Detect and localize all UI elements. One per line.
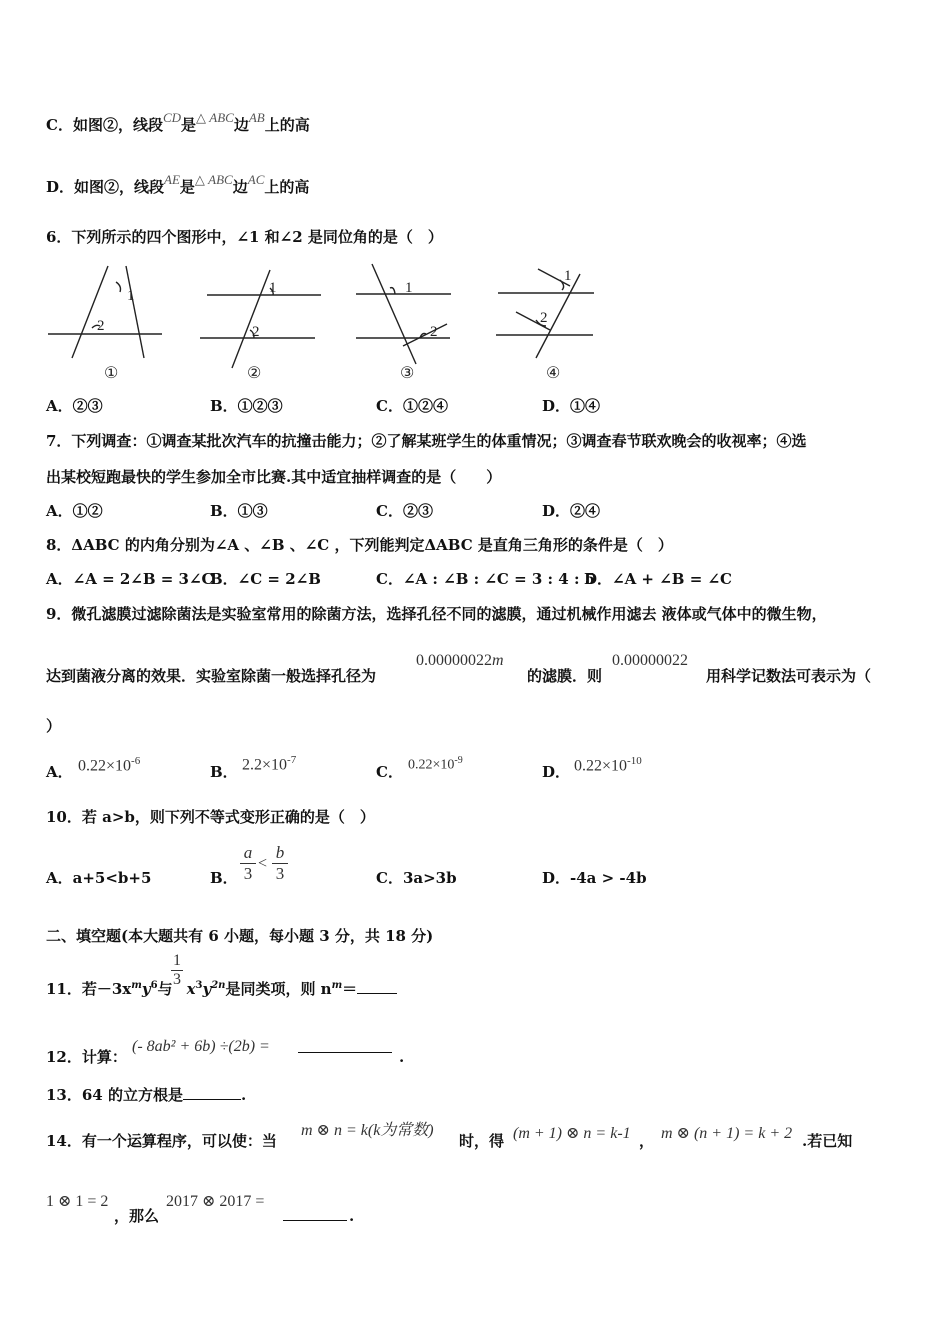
q9-pore-size: 0.00000022m [416, 652, 504, 669]
q14-period: . [349, 1207, 355, 1225]
q9-option-b-letter: B． [210, 763, 238, 781]
q9-option-d-expr: $0.22\times 10^{-10}$ [574, 755, 642, 775]
fig3-angle-2-label: 2 [430, 324, 438, 340]
fig4-angle-2-label: 2 [540, 310, 548, 326]
q9-stem-line1: 9．微孔滤膜过滤除菌法是实验室常用的除菌方法，选择孔径不同的滤膜，通过机械作用滤去 液体或气体中的微生物， [46, 605, 827, 623]
q13-stem: 13．64 的立方根是 . [46, 1086, 247, 1104]
q5-option-d: D．如图②，线段AE是△ ABC边AC上的高 [46, 172, 310, 196]
q10-option-b-less-than: < [258, 855, 268, 872]
q14-mid: 时，得 [459, 1132, 505, 1150]
q14-rule-2: m ⊗ (n + 1) = k + 2 [661, 1125, 793, 1142]
q12-answer-blank[interactable] [298, 1052, 392, 1053]
q12-expression: (- 8ab² + 6b) ÷(2b) = [132, 1038, 270, 1055]
q10-option-a[interactable]: A．a+5<b+5 [46, 869, 152, 887]
q7-stem-line2: 出某校短跑最快的学生参加全市比赛.其中适宜抽样调查的是（ ） [46, 468, 502, 486]
q8-stem: 8．ΔABC 的内角分别为∠A 、∠B 、∠C ，下列能判定ΔABC 是直角三角形的条件是（ ） [46, 536, 673, 554]
q6-option-d[interactable]: D．①④ [542, 397, 601, 415]
q10-stem: 10．若 a>b，则下列不等式变形正确的是（ ） [46, 808, 375, 826]
fig2-caption: ② [247, 365, 262, 382]
q14-definition: m ⊗ n = k(k为常数) [301, 1122, 434, 1139]
q8-option-b[interactable]: B．∠C = 2∠B [210, 570, 321, 588]
fig4-angle-1-label: 1 [564, 268, 572, 284]
q8-option-a[interactable]: A．∠A = 2∠B = 3∠C [46, 570, 214, 588]
q14-suffix: .若已知 [802, 1132, 853, 1150]
q14-answer-blank[interactable] [283, 1220, 347, 1221]
q9-value: 0.00000022 [612, 652, 688, 669]
q7-option-a[interactable]: A．①② [46, 502, 103, 520]
q14-rule-1: (m + 1) ⊗ n = k-1 [513, 1125, 631, 1142]
fig4-caption: ④ [546, 365, 561, 382]
q6-option-c[interactable]: C．①②④ [376, 397, 448, 415]
q7-option-b[interactable]: B．①③ [210, 502, 268, 520]
q14-then: ，那么 [114, 1207, 160, 1225]
q12-period: . [399, 1048, 405, 1066]
section-2-heading: 二、填空题(本大题共有 6 小题，每小题 3 分，共 18 分) [46, 927, 434, 945]
q6-option-a[interactable]: A．②③ [46, 397, 103, 415]
q10-option-d[interactable]: D．-4a > -4b [542, 869, 647, 887]
q14-prefix: 14．有一个运算程序，可以使：当 [46, 1132, 277, 1150]
q9-option-a-letter: A． [46, 763, 73, 781]
fig1-angle-1-label: 1 [127, 288, 135, 304]
q9-option-c-letter: C． [376, 763, 403, 781]
q14-given: 1 ⊗ 1 = 2 [46, 1193, 109, 1210]
q14-ask: 2017 ⊗ 2017 = [166, 1193, 265, 1210]
fig2-angle-1-label: 1 [269, 280, 277, 296]
q10-option-b-letter[interactable]: B． [210, 869, 238, 887]
fig1-angle-2-label: 2 [97, 318, 105, 334]
q9-option-d-letter: D． [542, 763, 571, 781]
q7-option-c[interactable]: C．②③ [376, 502, 433, 520]
q9-option-a-expr: $0.22\times 10^{-6}$ [78, 755, 141, 775]
q6-option-b[interactable]: B．①②③ [210, 397, 283, 415]
q6-figures [40, 258, 640, 386]
q5-option-c: C．如图②，线段CD是△ ABC边AB上的高 [46, 110, 310, 134]
q14-comma: ， [639, 1132, 655, 1150]
q9-stem-line2c: 用科学记数法可表示为（ [706, 667, 872, 685]
q9-stem-line2a: 达到菌液分离的效果．实验室除菌一般选择孔径为 [46, 667, 377, 685]
q7-stem-line1: 7．下列调查：①调查某批次汽车的抗撞击能力；②了解某班学生的体重情况；③调查春节联欢晚会的收视率；④选 [46, 432, 807, 450]
q11-fraction-one-third: $\frac{1}{3}$ [173, 952, 181, 988]
fig3-caption: ③ [400, 365, 415, 382]
q9-stem-line2b: 的滤膜．则 [527, 667, 603, 685]
q11-stem: 11．若$-3x^my^6$与 $x^3y^{2n}$是同类项，则 $n^m=$ [46, 976, 397, 999]
q12-stem: 12．计算： [46, 1048, 127, 1066]
q9-option-b-expr: $2.2\times 10^{-7}$ [242, 754, 297, 774]
q10-option-b-fraction-b: $\frac{b}{3}$ [272, 843, 288, 884]
fig1-caption: ① [104, 365, 119, 382]
q10-option-c[interactable]: C．3a>3b [376, 869, 457, 887]
q10-option-b-fraction-a: $\frac{a}{3}$ [240, 843, 256, 884]
q9-option-c-expr: $0.22\times 10^{-9}$ [408, 755, 463, 773]
fig3-angle-1-label: 1 [405, 280, 413, 296]
q13-answer-blank[interactable] [183, 1099, 241, 1100]
q8-option-d[interactable]: D．∠A + ∠B = ∠C [584, 570, 732, 588]
q8-option-c[interactable]: C．∠A : ∠B : ∠C = 3 : 4 : 5 [376, 570, 596, 588]
q9-close-paren: ） [46, 717, 62, 735]
fig2-angle-2-label: 2 [252, 324, 260, 340]
q6-stem: 6．下列所示的四个图形中，∠1 和∠2 是同位角的是（ ） [46, 228, 443, 246]
q7-option-d[interactable]: D．②④ [542, 502, 601, 520]
